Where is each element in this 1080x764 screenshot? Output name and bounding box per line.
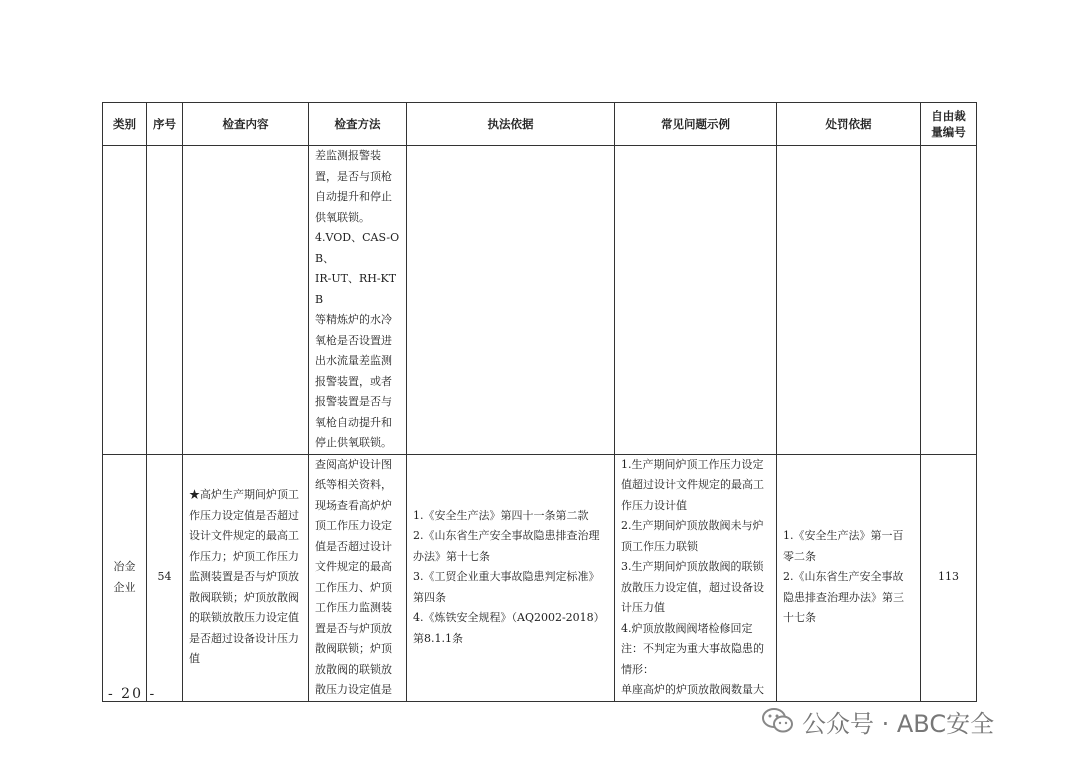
example-item: 1.生产期间炉顶工作压力设定值超过设计文件规定的最高工作压力设计值 xyxy=(621,457,764,512)
header-discretion-no: 自由裁量编号 xyxy=(921,103,977,146)
method-line: 散阀联锁；炉顶 xyxy=(315,642,392,655)
penalty-cell xyxy=(777,454,921,701)
example-item: 单座高炉的炉顶放散阀数量大 xyxy=(621,683,764,696)
content-cell: ★高炉生产期间炉顶工作压力设定值是否超过设计文件规定的最高工作压力；炉顶工作压力监测装置是否与炉顶放散阀联锁；炉顶放散阀的联锁放散压力设定值是否超过设备设计压力值 xyxy=(183,454,309,701)
page-number: - 20 - xyxy=(108,686,157,702)
wechat-icon xyxy=(762,707,794,735)
header-basis: 执法依据 xyxy=(407,103,615,146)
header-category: 类别 xyxy=(103,103,147,146)
method-line: 报警装置是否与 xyxy=(315,395,392,408)
method-line: 工作压力监测装 xyxy=(315,601,392,614)
category-cell: 冶金企业 xyxy=(103,454,147,701)
method-line: 顶工作压力设定 xyxy=(315,519,392,532)
method-line: 自动提升和停止 xyxy=(315,190,392,203)
cell-empty xyxy=(407,146,615,455)
header-penalty: 处罚依据 xyxy=(777,103,921,146)
cell-empty xyxy=(777,146,921,455)
continued-method-cell xyxy=(309,146,407,455)
cell-empty xyxy=(147,146,183,455)
method-line: 4.VOD、CAS-OB、 xyxy=(315,231,400,265)
penalty-item: 2.《山东省生产安全事故隐患排查治理办法》第三十七条 xyxy=(783,570,904,625)
example-item: 3.生产期间炉顶放散阀的联锁放散压力设定值，超过设备设计压力值 xyxy=(621,560,764,614)
method-line: 值是否超过设计 xyxy=(315,539,392,553)
method-line: 纸等相关资料， xyxy=(315,478,392,491)
method-line: 供氧联锁。 xyxy=(315,210,370,224)
example-item: 2.生产期间炉顶放散阀未与炉顶工作压力联锁 xyxy=(621,519,764,553)
method-line: 置是否与炉顶放 xyxy=(315,621,392,635)
header-content: 检查内容 xyxy=(183,103,309,146)
discretion-no-cell: 113 xyxy=(921,454,977,701)
penalty-item: 1.《安全生产法》第一百零二条 xyxy=(783,529,904,563)
method-line: 出水流量差监测 xyxy=(315,354,392,367)
cell-empty xyxy=(921,146,977,455)
basis-cell xyxy=(407,454,615,701)
header-examples: 常见问题示例 xyxy=(615,103,777,146)
table-header-row xyxy=(103,103,977,146)
basis-item: 4.《炼铁安全规程》（AQ2002-2018）第8.1.1条 xyxy=(413,611,605,645)
method-line: 查阅高炉设计图 xyxy=(315,457,392,471)
cell-empty xyxy=(183,146,309,455)
example-item: 4.炉顶放散阀阀堵检修回定注：不判定为重大事故隐患的情形： xyxy=(621,621,764,676)
examples-cell xyxy=(615,454,777,701)
method-line: 置，是否与顶枪 xyxy=(315,169,392,183)
basis-item: 2.《山东省生产安全事故隐患排查治理办法》第十七条 xyxy=(413,529,600,563)
header-method: 检查方法 xyxy=(309,103,407,146)
method-cell xyxy=(309,454,407,701)
method-line: 报警装置，或者 xyxy=(315,374,392,388)
cell-empty xyxy=(615,146,777,455)
method-line: 氧枪自动提升和 xyxy=(315,415,392,429)
method-line: IR-UT、RH-KTB xyxy=(315,272,397,306)
table-row-continued xyxy=(103,146,977,455)
basis-item: 1.《安全生产法》第四十一条第二款 xyxy=(413,508,589,522)
method-line: 差监测报警装 xyxy=(315,149,381,162)
method-line: 氧枪是否设置进 xyxy=(315,333,392,347)
method-line: 散压力设定值是 xyxy=(315,683,392,696)
watermark-text: 公众号 · ABC安全 xyxy=(802,709,995,738)
cell-empty xyxy=(103,146,147,455)
number-cell: 54 xyxy=(147,454,183,701)
method-line: 现场查看高炉炉 xyxy=(315,498,392,512)
basis-item: 3.《工贸企业重大事故隐患判定标准》第四条 xyxy=(413,570,600,604)
method-line: 文件规定的最高 xyxy=(315,560,392,573)
method-line: 等精炼炉的水冷 xyxy=(315,313,392,326)
header-number: 序号 xyxy=(147,103,183,146)
inspection-table xyxy=(102,102,977,702)
table-row xyxy=(103,454,977,701)
method-line: 工作压力、炉顶 xyxy=(315,580,392,594)
method-line: 停止供氧联锁。 xyxy=(315,436,392,449)
method-line: 放散阀的联锁放 xyxy=(315,662,392,676)
watermark xyxy=(762,704,994,738)
